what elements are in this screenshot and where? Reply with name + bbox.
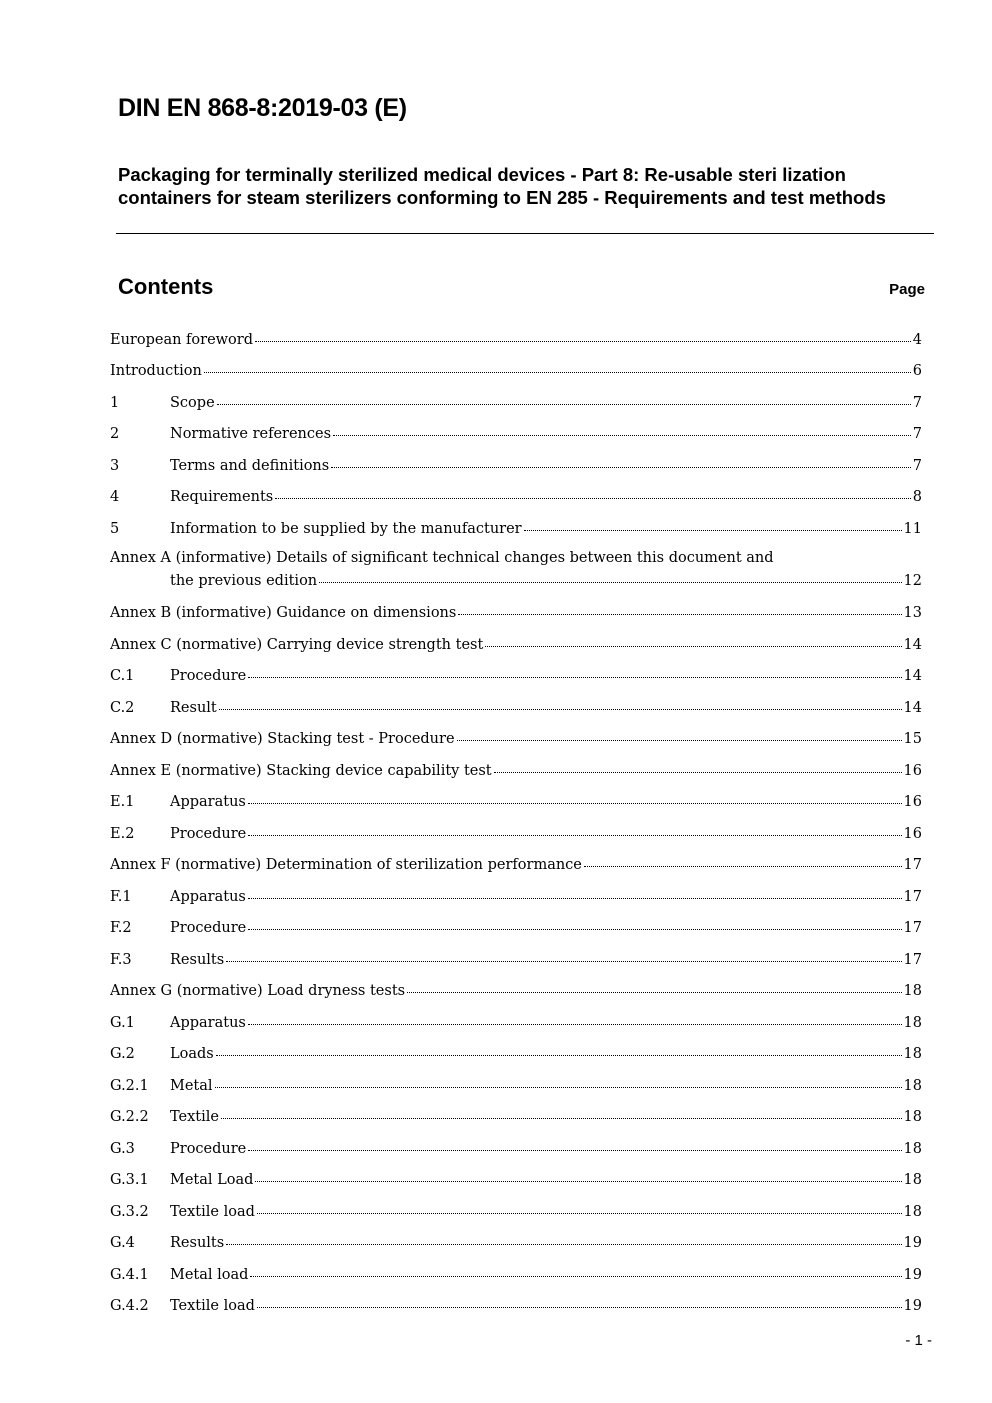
dot-leader — [458, 603, 901, 618]
toc-entry[interactable] — [110, 790, 922, 822]
toc-entry-title: Textile load — [170, 1203, 255, 1220]
toc-entry-page: 14 — [903, 699, 922, 716]
toc-entry-title: European foreword — [110, 331, 254, 348]
toc-entry[interactable] — [110, 327, 922, 359]
toc-entry-number: G.4.1 — [110, 1266, 149, 1283]
toc-entry[interactable] — [110, 1010, 922, 1042]
dot-leader — [248, 666, 901, 681]
toc-entry-title: Annex G (normative) Load dryness tests — [110, 983, 406, 999]
contents-heading: Contents — [118, 274, 214, 299]
toc-entry-page: 19 — [903, 1266, 922, 1283]
title-divider — [116, 233, 934, 234]
dot-leader — [255, 329, 911, 344]
dot-leader — [219, 697, 902, 712]
toc-entry-title: Procedure — [170, 825, 247, 842]
toc-entry[interactable] — [110, 1073, 922, 1105]
toc-entry-number: C.1 — [110, 668, 135, 684]
dot-leader — [216, 1044, 902, 1059]
dot-leader — [457, 729, 902, 744]
toc-entry-page: 14 — [903, 668, 922, 684]
toc-entry-page: 17 — [903, 857, 922, 873]
dot-leader — [255, 1170, 901, 1185]
dot-leader — [407, 981, 901, 996]
toc-entry-number: F.2 — [110, 920, 132, 936]
dot-leader — [584, 855, 902, 870]
toc-entry[interactable] — [110, 947, 922, 979]
dot-leader — [248, 918, 901, 933]
toc-entry-number: G.2.1 — [110, 1077, 149, 1094]
toc-entry[interactable] — [110, 979, 922, 1011]
toc-entry[interactable] — [110, 1231, 922, 1263]
toc-entry[interactable] — [110, 453, 922, 485]
toc-entry-page: 12 — [903, 573, 922, 589]
dot-leader — [248, 886, 902, 901]
dot-leader — [257, 1201, 902, 1216]
toc-entry-title: Procedure — [170, 668, 247, 684]
toc-entry-page: 16 — [903, 794, 922, 810]
dot-leader — [248, 1012, 902, 1027]
toc-entry-title-continued: the previous edition — [170, 573, 318, 589]
document-subtitle: Packaging for terminally sterilized medical devices - Part 8: Re-usable steri lization containers for steam sterilizers conforming to EN 285 - Requirements and test methods — [118, 164, 886, 208]
toc-entry[interactable] — [110, 485, 922, 517]
dot-leader — [485, 634, 901, 649]
toc-entry[interactable] — [110, 916, 922, 948]
toc-entry-title: Procedure — [170, 1140, 247, 1157]
toc-entry-number: F.1 — [110, 888, 132, 905]
toc-entry-title: Apparatus — [170, 1014, 246, 1031]
dot-leader — [333, 424, 911, 439]
page-column-label: Page — [889, 281, 925, 298]
toc-entry-title: Scope — [170, 394, 215, 411]
dot-leader — [221, 1107, 902, 1122]
toc-entry[interactable] — [110, 390, 922, 422]
toc-entry-page: 8 — [912, 489, 922, 505]
toc-entry-number: C.2 — [110, 699, 135, 716]
toc-entry-number: G.3.1 — [110, 1172, 149, 1188]
dot-leader — [217, 392, 911, 407]
toc-entry-number: F.3 — [110, 951, 132, 968]
toc-entry-number: G.2 — [110, 1046, 135, 1062]
toc-entry-page: 19 — [903, 1235, 922, 1251]
toc-entry-title: Normative references — [170, 426, 332, 442]
toc-entry-number: E.1 — [110, 794, 135, 810]
toc-entry-page: 16 — [903, 825, 922, 842]
toc-entry-number: G.2.2 — [110, 1109, 149, 1125]
dot-leader — [524, 518, 902, 533]
toc-entry-number: G.4 — [110, 1235, 135, 1251]
toc-entry[interactable] — [110, 853, 922, 885]
toc-entry-number: G.3.2 — [110, 1203, 149, 1220]
toc-entry-page: 6 — [912, 363, 922, 379]
toc-entry-page: 15 — [903, 731, 922, 747]
toc-entry-title: Textile load — [170, 1298, 255, 1314]
toc-entry[interactable] — [110, 632, 922, 664]
toc-entry-page: 18 — [903, 1046, 922, 1062]
toc-entry-page: 7 — [912, 394, 922, 411]
toc-entry-page: 19 — [903, 1298, 922, 1314]
toc-entry-title: Loads — [170, 1046, 214, 1062]
toc-entry-title: Procedure — [170, 920, 247, 936]
dot-leader — [494, 760, 902, 775]
toc-entry-page: 11 — [903, 520, 922, 537]
dot-leader — [250, 1264, 901, 1279]
page-number: - 1 - — [905, 1332, 932, 1349]
toc-entry-title: Annex A (informative) Details of significant technical changes between this document and — [110, 549, 774, 566]
toc-entry-page: 17 — [903, 951, 922, 968]
toc-entry-number: E.2 — [110, 825, 135, 842]
toc-entry-number: 1 — [110, 394, 120, 411]
toc-entry-title: Results — [170, 1235, 225, 1251]
toc-entry-page: 7 — [912, 426, 922, 442]
toc-entry[interactable] — [110, 695, 922, 727]
toc-entry-number: 5 — [110, 520, 120, 537]
toc-entry-title: Textile — [170, 1109, 219, 1125]
toc-entry[interactable] — [110, 548, 922, 601]
dot-leader — [226, 1233, 901, 1248]
dot-leader — [204, 361, 911, 376]
toc-entry[interactable] — [110, 1136, 922, 1168]
dot-leader — [319, 571, 901, 586]
dot-leader — [331, 455, 911, 470]
toc-entry-page: 4 — [912, 331, 922, 348]
toc-entry-page: 18 — [903, 1077, 922, 1094]
toc-entry[interactable] — [110, 1042, 922, 1074]
toc-entry-title: Result — [170, 699, 217, 716]
dot-leader — [275, 487, 911, 502]
toc-entry-title: Requirements — [170, 489, 274, 505]
toc-entry[interactable] — [110, 727, 922, 759]
toc-entry-page: 18 — [903, 1140, 922, 1157]
toc-entry-page: 14 — [903, 636, 922, 653]
toc-entry[interactable] — [110, 1294, 922, 1326]
toc-entry[interactable] — [110, 821, 922, 853]
toc-entry[interactable] — [110, 664, 922, 696]
toc-entry-page: 18 — [903, 1172, 922, 1188]
toc-entry-title: Annex C (normative) Carrying device strength test — [110, 636, 484, 653]
toc-entry-title: Results — [170, 951, 225, 968]
toc-entry-number: 2 — [110, 426, 120, 442]
toc-entry-page: 18 — [903, 1014, 922, 1031]
toc-entry-page: 18 — [903, 983, 922, 999]
toc-entry[interactable] — [110, 359, 922, 391]
toc-entry[interactable] — [110, 1105, 922, 1137]
toc-entry[interactable] — [110, 758, 922, 790]
toc-entry[interactable] — [110, 422, 922, 454]
toc-entry-title: Apparatus — [170, 888, 246, 905]
toc-entry-title: Apparatus — [170, 794, 246, 810]
toc-entry-title: Introduction — [110, 363, 202, 379]
document-id: DIN EN 868-8:2019-03 (E) — [118, 94, 407, 122]
toc-entry-number: G.4.2 — [110, 1298, 149, 1314]
dot-leader — [248, 1138, 901, 1153]
toc-entry[interactable] — [110, 516, 922, 548]
toc-entry-title: Annex B (informative) Guidance on dimensions — [110, 605, 457, 621]
table-of-contents — [110, 327, 922, 1325]
toc-entry-page: 17 — [903, 888, 922, 905]
toc-entry-number: 3 — [110, 457, 120, 474]
toc-entry[interactable] — [110, 884, 922, 916]
toc-entry-number: 4 — [110, 489, 120, 505]
toc-entry-title: Metal — [170, 1077, 213, 1094]
toc-entry-number: G.3 — [110, 1140, 135, 1157]
toc-entry-page: 18 — [903, 1109, 922, 1125]
toc-entry[interactable] — [110, 1199, 922, 1231]
toc-entry-page: 16 — [903, 762, 922, 779]
dot-leader — [257, 1296, 902, 1311]
toc-entry-page: 13 — [903, 605, 922, 621]
toc-entry-title: Metal Load — [170, 1172, 254, 1188]
toc-entry[interactable] — [110, 601, 922, 633]
toc-entry-number: G.1 — [110, 1014, 135, 1031]
dot-leader — [248, 792, 902, 807]
toc-entry-title: Terms and definitions — [170, 457, 330, 474]
toc-entry-title: Annex D (normative) Stacking test - Procedure — [110, 731, 455, 747]
dot-leader — [226, 949, 901, 964]
toc-entry[interactable] — [110, 1262, 922, 1294]
dot-leader — [215, 1075, 902, 1090]
toc-entry-title: Annex F (normative) Determination of sterilization performance — [110, 857, 582, 873]
dot-leader — [248, 823, 901, 838]
toc-entry[interactable] — [110, 1168, 922, 1200]
toc-entry-page: 18 — [903, 1203, 922, 1220]
toc-entry-title: Information to be supplied by the manufacturer — [170, 520, 522, 537]
toc-entry-title: Metal load — [170, 1266, 249, 1283]
toc-entry-page: 7 — [912, 457, 922, 474]
toc-entry-title: Annex E (normative) Stacking device capability test — [110, 762, 492, 779]
toc-entry-page: 17 — [903, 920, 922, 936]
